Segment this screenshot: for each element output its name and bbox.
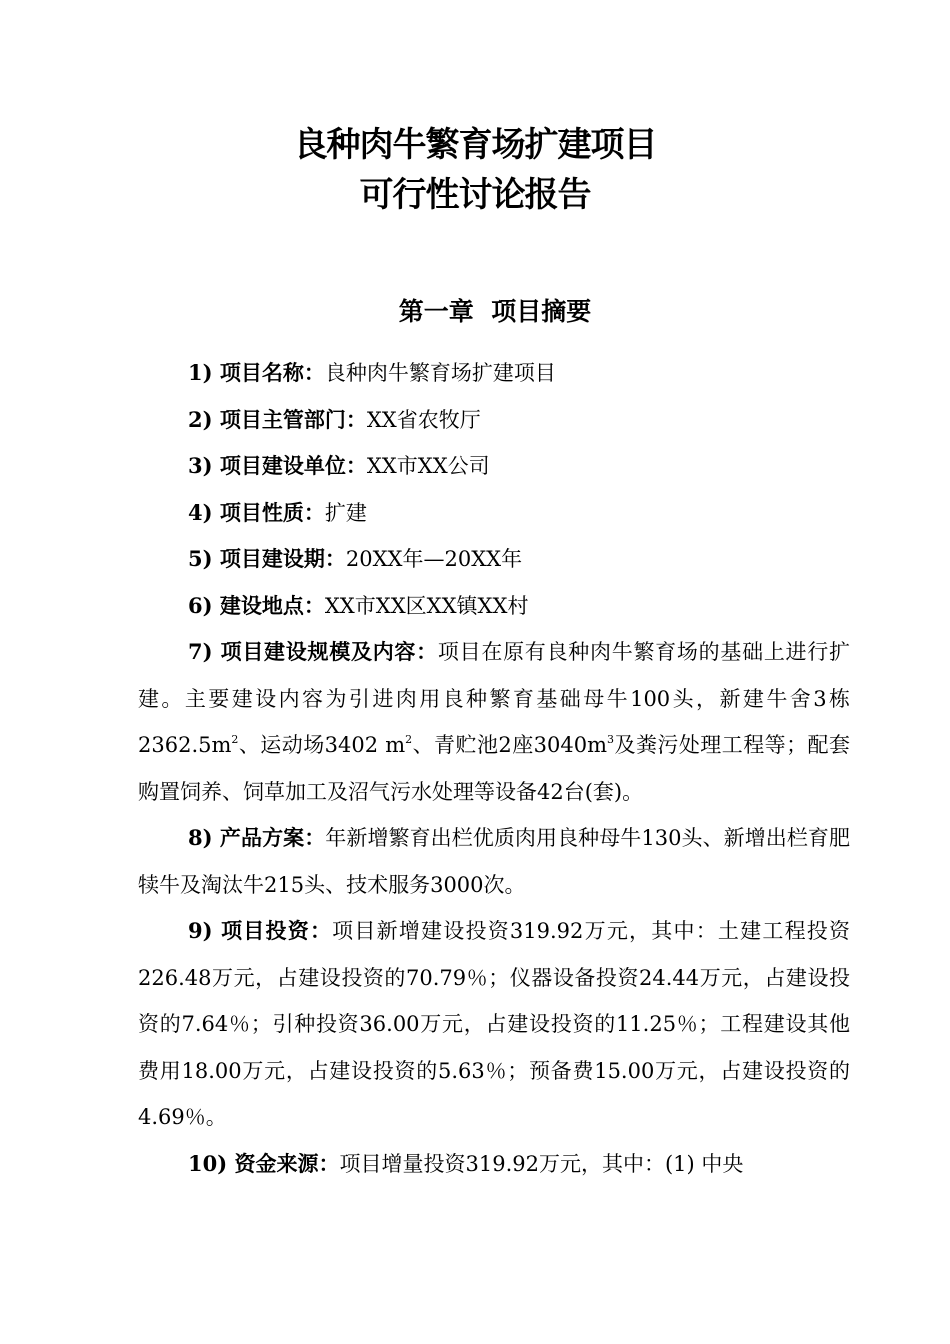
item-text: 20XX年—20XX年 [345, 547, 523, 571]
item-text: 年新增繁育出栏优质肉用良种母牛130头、新增出栏育肥犊牛及淘汰牛215头、技术服务3000次。 [138, 826, 851, 897]
title-line-1: 良种肉牛繁育场扩建项目 [293, 125, 657, 165]
item-label: 8) 产品方案： [188, 825, 326, 850]
item-label: 6) 建设地点： [188, 592, 325, 618]
superscript: 2 [405, 733, 413, 746]
superscript: 3 [607, 733, 615, 746]
item-label: 3) 项目建设单位： [188, 453, 367, 478]
summary-item-investment [138, 908, 850, 1141]
item-text: XX省农牧厅 [366, 407, 481, 432]
item-text: 项目新增建设投资319.92万元，其中：土建工程投资226.48万元，占建设投资的70.79％；仪器设备投资24.44万元，占建设投资的7.64％；引种投资36.00万元，占建设投资的11.25％；工程建设其他费用18.00万元，占建设投资的5.63％；预备费15.00万元，占建设投资的4.69％。 [138, 919, 851, 1129]
summary-item-period [138, 536, 850, 583]
summary-item-nature [138, 490, 850, 537]
item-label: 1) 项目名称： [188, 360, 325, 385]
item-text: 及粪污处理工程等；配套购置饲养、饲草加工及沼气污水处理等设备42台(套)。 [138, 733, 851, 804]
summary-item-product [138, 815, 850, 908]
item-label: 10) 资金来源： [188, 1150, 340, 1176]
item-text: 、青贮池2座3040m [412, 733, 608, 757]
item-text: 良种肉牛繁育场扩建项目 [324, 361, 556, 385]
item-text: XX市XX区XX镇XX村 [324, 593, 529, 618]
item-label: 4) 项目性质： [188, 499, 325, 525]
chapter-heading: 第一章 项目摘要 [398, 297, 592, 326]
item-text: XX市XX公司 [366, 454, 490, 478]
summary-item-project-name [138, 350, 850, 397]
item-label: 2) 项目主管部门： [188, 406, 367, 432]
summary-item-department [138, 397, 850, 444]
item-label: 9) 项目投资： [188, 918, 333, 943]
summary-item-location [138, 583, 850, 630]
item-label: 5) 项目建设期： [188, 546, 346, 571]
document-title [0, 120, 950, 220]
summary-item-unit [138, 443, 850, 490]
summary-item-funding [138, 1141, 850, 1188]
item-text: 项目在原有良种肉牛繁育场的基础上进行扩建。主要建设内容为引进肉用良种繁育基础母牛100头，新建牛舍3栋2362.5m [138, 640, 851, 757]
title-line-2: 可行性讨论报告 [359, 175, 591, 215]
item-text: 、运动场3402 m [238, 733, 406, 757]
item-text: 项目增量投资319.92万元，其中：(1) 中央 [339, 1151, 744, 1176]
item-label: 7) 项目建设规模及内容： [188, 639, 438, 664]
summary-item-scale [138, 629, 850, 815]
item-text: 扩建 [324, 500, 367, 525]
superscript: 2 [231, 733, 239, 746]
summary-body [138, 350, 850, 1187]
